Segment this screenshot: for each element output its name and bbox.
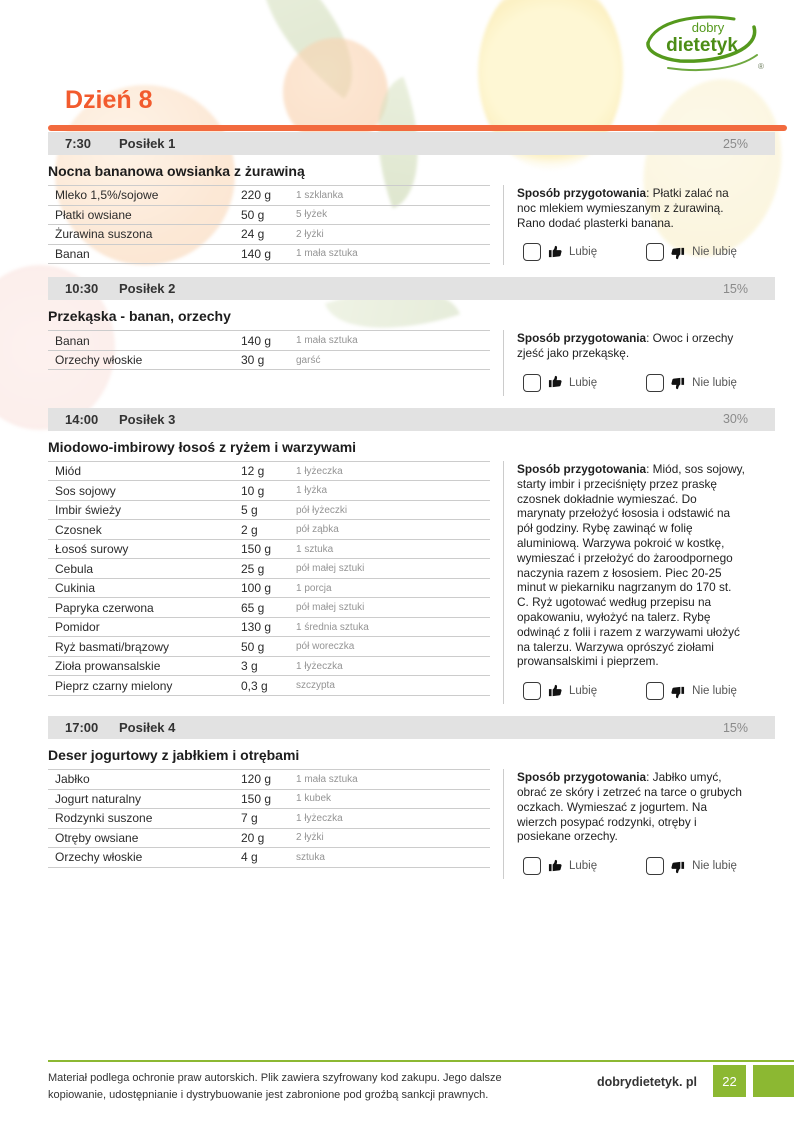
table-row (48, 462, 490, 482)
ingredient-measure: 1 kubek (296, 793, 332, 805)
background-leaf (226, 0, 389, 99)
ingredient-measure: 1 szklanka (296, 189, 344, 201)
meal-name: Posiłek 4 (119, 720, 176, 736)
prep-column (503, 769, 745, 879)
ingredient-amount: 7 g (241, 811, 258, 826)
thumbs-up-icon (548, 858, 562, 872)
meal-time: 17:00 (65, 720, 99, 736)
ingredient-name: Żurawina suszona (55, 227, 153, 242)
table-row (48, 657, 490, 677)
ingredient-name: Banan (55, 246, 90, 261)
ingredient-name: Ryż basmati/brązowy (55, 639, 170, 654)
thumbs-down-icon (671, 247, 685, 261)
thumbs-up-icon (548, 374, 562, 388)
table-row (48, 186, 490, 206)
prep-label: Sposób przygotowania (517, 186, 647, 200)
meal-body (48, 185, 794, 265)
meal-time: 10:30 (65, 281, 99, 297)
dislike-option (646, 857, 737, 875)
table-row (48, 637, 490, 657)
prep-text-body: : Jabłko umyć, obrać ze skóry i zetrzeć na tarce o grubych oczkach. Wymieszać z jogurtem. Na wierzch posypać rodzynki, otręby i posiekane orzechy. (517, 770, 742, 844)
meals-list (0, 132, 794, 879)
table-row (48, 809, 490, 829)
site-name: dobrydietetyk. pl (597, 1075, 698, 1089)
vote-row (523, 682, 745, 700)
table-row (48, 351, 490, 371)
ingredient-amount: 220 g (241, 188, 272, 203)
ingredient-amount: 140 g (241, 246, 272, 261)
ingredient-amount: 3 g (241, 659, 258, 674)
like-label: Lubię (569, 376, 598, 389)
prep-column (503, 330, 745, 396)
table-row (48, 848, 490, 868)
like-label: Lubię (569, 246, 598, 259)
thumbs-up-icon (548, 683, 562, 697)
dislike-checkbox[interactable] (646, 243, 664, 261)
meal-percent: 25% (722, 136, 748, 151)
footer (0, 1060, 794, 1123)
ingredient-measure: 1 łyżeczka (296, 660, 343, 672)
vote-row (523, 857, 745, 875)
table-row (48, 225, 490, 245)
meal-time: 7:30 (65, 136, 92, 151)
ingredient-amount: 100 g (241, 581, 272, 596)
ingredient-name: Czosnek (55, 522, 102, 537)
prep-text (517, 186, 745, 230)
prep-text-body: : Płatki zalać na noc mlekiem wymieszanym z żurawiną. Rano dodać plasterki banana. (517, 186, 729, 230)
ingredient-measure: 1 mała sztuka (296, 248, 358, 260)
ingredient-name: Jabłko (55, 772, 90, 787)
ingredient-name: Zioła prowansalskie (55, 659, 161, 674)
page-number-badge: 22 (713, 1065, 746, 1097)
like-option (523, 374, 597, 392)
ingredient-name: Papryka czerwona (55, 600, 154, 615)
ingredient-amount: 50 g (241, 207, 265, 222)
meal-header (48, 277, 775, 300)
table-row (48, 501, 490, 521)
thumbs-up-icon (548, 244, 562, 258)
page-title: Dzień 8 (65, 86, 153, 114)
ingredient-name: Rodzynki suszone (55, 811, 153, 826)
table-row (48, 770, 490, 790)
meal-name: Posiłek 3 (119, 411, 176, 427)
meal-body (48, 461, 794, 704)
ingredient-name: Orzechy włoskie (55, 850, 143, 865)
ingredient-measure: 1 sztuka (296, 543, 334, 555)
ingredient-name: Sos sojowy (55, 483, 116, 498)
ingredient-measure: 1 mała sztuka (296, 773, 358, 785)
ingredient-name: Łosoś surowy (55, 542, 129, 557)
ingredient-amount: 130 g (241, 620, 272, 635)
ingredients-table (48, 769, 490, 868)
prep-text (517, 462, 745, 669)
like-option (523, 682, 597, 700)
prep-text (517, 331, 745, 361)
ingredient-measure: 1 porcja (296, 582, 332, 594)
ingredient-measure: 1 łyżeczka (296, 812, 343, 824)
dislike-label: Nie lubię (692, 246, 737, 259)
ingredient-measure: pół łyżeczki (296, 504, 348, 516)
dislike-checkbox[interactable] (646, 857, 664, 875)
accent-divider (48, 125, 787, 131)
ingredient-amount: 5 g (241, 503, 258, 518)
copyright-text: Materiał podlega ochronie praw autorskich. Plik zawiera szyfrowany kod zakupu. Jego dalsze kopiowanie, udostępnianie i dystrybuowanie jest zabronione pod groźbą sankcji prawnych. (48, 1072, 502, 1101)
thumbs-down-icon (671, 377, 685, 391)
ingredient-amount: 12 g (241, 464, 265, 479)
ingredients-table (48, 185, 490, 264)
prep-text-body: : Owoc i orzechy zjeść jako przekąskę. (517, 331, 734, 361)
ingredient-amount: 24 g (241, 227, 265, 242)
logo-text-bottom: dietetyk (666, 35, 738, 56)
ingredient-amount: 25 g (241, 561, 265, 576)
ingredient-measure: 1 średnia sztuka (296, 621, 369, 633)
meal-name: Posiłek 2 (119, 281, 176, 297)
ingredient-name: Orzechy włoskie (55, 353, 143, 368)
meal-body (48, 330, 794, 396)
like-option (523, 857, 597, 875)
like-checkbox[interactable] (523, 243, 541, 261)
footer-divider (48, 1060, 794, 1062)
like-label: Lubię (569, 860, 598, 873)
like-label: Lubię (569, 685, 598, 698)
ingredient-measure: 1 łyżeczka (296, 465, 343, 477)
meal-body (48, 769, 794, 879)
registered-mark: ® (758, 62, 764, 71)
vote-row (523, 243, 745, 261)
ingredients-table (48, 330, 490, 370)
ingredient-name: Pomidor (55, 620, 100, 635)
ingredient-name: Mleko 1,5%/sojowe (55, 188, 159, 203)
table-row (48, 331, 490, 351)
meal-percent: 30% (722, 412, 748, 427)
prep-column (503, 461, 745, 704)
meal-header (48, 408, 775, 431)
ingredient-measure: 2 łyżki (296, 832, 324, 844)
dish-title: Nocna bananowa owsianka z żurawiną (48, 163, 305, 179)
ingredient-amount: 140 g (241, 333, 272, 348)
like-checkbox[interactable] (523, 857, 541, 875)
dislike-label: Nie lubię (692, 376, 737, 389)
ingredient-amount: 120 g (241, 772, 272, 787)
prep-label: Sposób przygotowania (517, 331, 647, 346)
thumbs-down-icon (671, 686, 685, 700)
table-row (48, 829, 490, 849)
ingredient-name: Cukinia (55, 581, 96, 596)
meal-percent: 15% (722, 281, 748, 296)
ingredient-amount: 30 g (241, 353, 265, 368)
table-row (48, 676, 490, 696)
ingredient-amount: 50 g (241, 639, 265, 654)
ingredient-amount: 65 g (241, 600, 265, 615)
ingredient-amount: 20 g (241, 830, 265, 845)
like-option (523, 243, 597, 261)
ingredient-measure: szczypta (296, 680, 335, 692)
prep-column (503, 185, 745, 265)
table-row (48, 540, 490, 560)
table-row (48, 598, 490, 618)
thumbs-down-icon (671, 861, 685, 875)
meal-section (0, 408, 794, 704)
meal-time: 14:00 (65, 411, 99, 427)
dislike-label: Nie lubię (692, 860, 737, 873)
table-row (48, 520, 490, 540)
table-row (48, 481, 490, 501)
table-row (48, 790, 490, 810)
ingredient-name: Jogurt naturalny (55, 791, 142, 806)
dislike-checkbox[interactable] (646, 374, 664, 392)
table-row (48, 206, 490, 226)
ingredient-measure: 1 łyżka (296, 485, 328, 497)
ingredient-measure: pół małej sztuki (296, 602, 365, 614)
ingredient-measure: pół woreczka (296, 641, 355, 653)
dislike-option (646, 243, 737, 261)
prep-text (517, 770, 745, 844)
ingredient-measure: garść (296, 354, 321, 366)
meal-header (48, 716, 775, 739)
ingredient-measure: sztuka (296, 851, 325, 863)
ingredient-amount: 150 g (241, 791, 272, 806)
brand-logo (638, 10, 768, 74)
ingredient-name: Banan (55, 333, 90, 348)
meal-section (0, 277, 794, 396)
table-row (48, 559, 490, 579)
ingredient-measure: 1 mała sztuka (296, 335, 358, 347)
ingredient-measure: 5 łyżek (296, 209, 328, 221)
meal-percent: 15% (722, 720, 748, 735)
prep-text-body: : Miód, sos sojowy, starty imbir i przeciśnięty przez praskę czosnek dokładnie wymieszać. Do marynaty przełożyć łososia i odstawić na pół godziny. Rybę zawinąć w folię aluminiową. Warzywa pokroić w kostkę, wymieszać i przełożyć do żaroodpornego naczynia razem z łososiem. Piec 20-25 minut w piekarniku nagrzanym do 170 st. C. Ryż ugotować według przepisu na opakowaniu, wyłożyć na talerz. Rybę odwinąć z folii i razem z warzywami ułożyć na talerzu. Warzywa oprószyć ziołami prowansalskimi i pieprzem. (517, 461, 745, 669)
prep-label: Sposób przygotowania (517, 461, 647, 476)
like-checkbox[interactable] (523, 682, 541, 700)
table-row (48, 245, 490, 265)
dish-title: Miodowo-imbirowy łosoś z ryżem i warzywami (48, 438, 357, 455)
dislike-label: Nie lubię (692, 685, 737, 698)
prep-label: Sposób przygotowania (517, 770, 647, 785)
ingredient-amount: 0,3 g (241, 678, 268, 693)
ingredient-amount: 2 g (241, 522, 258, 537)
logo-text-top: dobry (691, 20, 725, 35)
ingredient-amount: 4 g (241, 850, 258, 865)
vote-row (523, 374, 745, 392)
ingredient-measure: pół małej sztuki (296, 563, 365, 575)
ingredient-name: Imbir świeży (55, 503, 122, 518)
ingredient-name: Miód (55, 464, 82, 479)
dislike-option (646, 374, 737, 392)
ingredient-measure: pół ząbka (296, 524, 339, 536)
like-checkbox[interactable] (523, 374, 541, 392)
meal-section (0, 132, 794, 265)
ingredient-name: Cebula (55, 561, 94, 576)
meal-section (0, 716, 794, 879)
ingredients-table (48, 461, 490, 696)
dish-title: Deser jogurtowy z jabłkiem i otrębami (48, 747, 300, 764)
meal-name: Posiłek 1 (119, 136, 176, 151)
meal-header (48, 132, 775, 155)
dislike-checkbox[interactable] (646, 682, 664, 700)
ingredient-name: Otręby owsiane (55, 830, 139, 845)
ingredient-measure: 2 łyżki (296, 228, 324, 240)
table-row (48, 618, 490, 638)
ingredient-amount: 150 g (241, 542, 272, 557)
ingredient-name: Płatki owsiane (55, 207, 132, 222)
dish-title: Przekąska - banan, orzechy (48, 308, 231, 325)
ingredient-amount: 10 g (241, 483, 265, 498)
ingredient-name: Pieprz czarny mielony (55, 678, 173, 693)
footer-green-block (753, 1065, 794, 1097)
dislike-option (646, 682, 737, 700)
table-row (48, 579, 490, 599)
